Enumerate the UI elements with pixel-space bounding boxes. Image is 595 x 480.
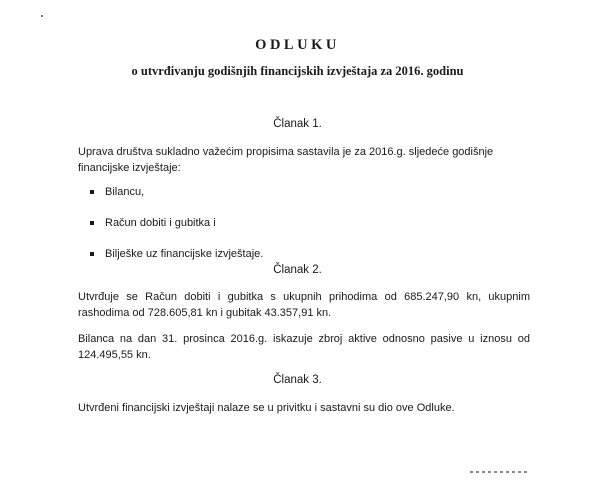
article-3-heading: Članak 3. — [273, 374, 322, 386]
list-item-text: Bilješke uz financijske izvještaje. — [105, 248, 264, 260]
list-item-text: Račun dobiti i gubitka i — [105, 217, 216, 229]
document-subtitle: o utvrđivanju godišnjih financijskih izvještaja za 2016. godinu — [131, 64, 464, 78]
bullet-icon — [90, 252, 94, 256]
article-2-paragraph-1: Utvrđuje se Račun dobiti i gubitka s ukupnih prihodima od 685.247,90 kn, ukupnim rashodima od 728.605,81 kn i gubitak 43.357,91 kn. — [78, 291, 530, 319]
bullet-icon — [90, 221, 94, 225]
article-1-intro: Uprava društva sukladno važećim propisima sastavila je za 2016.g. sljedeće godišnje financijske izvještaje: — [78, 146, 494, 174]
article-2-paragraph-2: Bilanca na dan 31. prosinca 2016.g. iskazuje zbroj aktive odnosno pasive u iznosu od 124.495,55 kn. — [78, 333, 530, 361]
article-3-paragraph: Utvrđeni financijski izvještaji nalaze se u privitku i sastavni su dio ove Odluke. — [78, 402, 455, 414]
document-title: ODLUKU — [255, 37, 340, 53]
scan-mark — [41, 15, 43, 17]
article-2-heading: Članak 2. — [273, 264, 322, 276]
list-item — [90, 184, 263, 215]
bullet-icon — [90, 190, 94, 194]
article-1-heading: Članak 1. — [273, 118, 322, 130]
list-item-text: Bilancu, — [105, 186, 145, 198]
list-item — [90, 215, 263, 246]
signature-fragment — [470, 471, 530, 473]
